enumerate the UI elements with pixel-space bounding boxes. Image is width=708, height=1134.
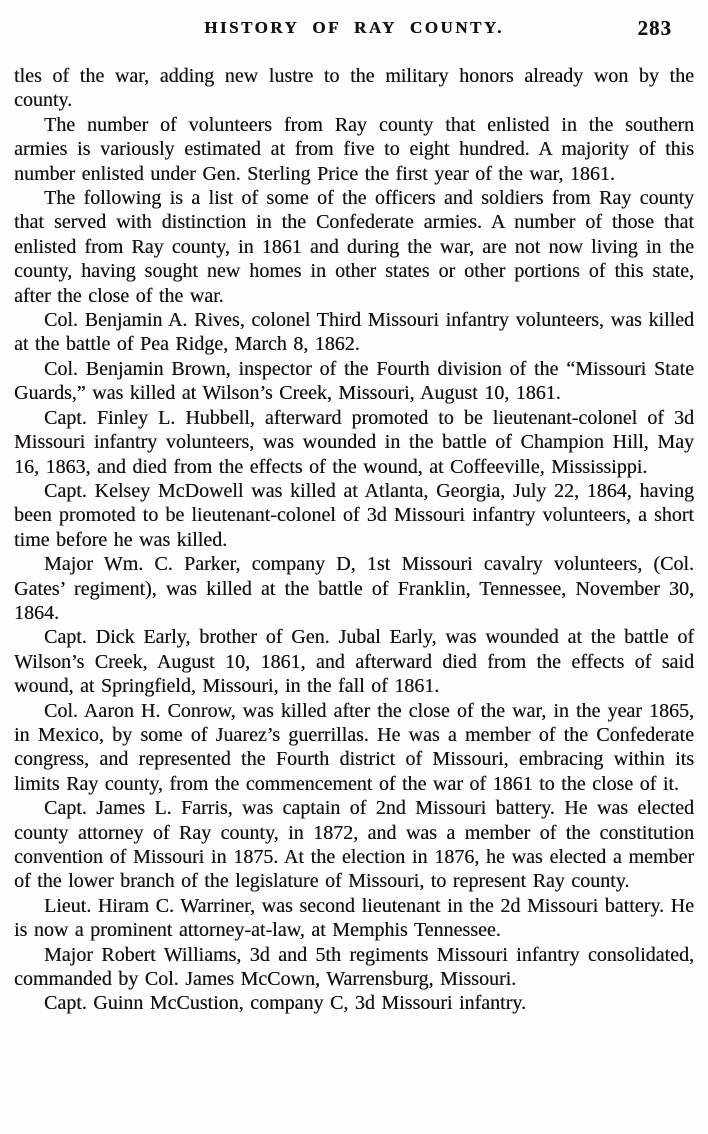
page-number: 283: [637, 16, 672, 40]
paragraph-capt-farris: Capt. James L. Farris, was captain of 2nd Missouri battery. He was elected county attorney of Ray county, in 1872, and was a member of the constitution convention of Missouri in 1875. At the election in 1876, he was elected a member of the lower branch of the legislature of Missouri, to represent Ray county.: [14, 797, 694, 893]
page-header: [14, 16, 694, 40]
paragraph-major-parker: Major Wm. C. Parker, company D, 1st Missouri cavalry volunteers, (Col. Gates’ regiment), was killed at the battle of Franklin, Tennessee, November 30, 1864.: [14, 553, 694, 624]
paragraph-capt-mcdowell: Capt. Kelsey McDowell was killed at Atlanta, Georgia, July 22, 1864, having been promoted to be lieutenant-colonel of 3d Missouri infantry volunteers, a short time before he was killed.: [14, 479, 694, 551]
paragraph-major-williams: Major Robert Williams, 3d and 5th regiments Missouri infantry consolidated, commanded by Col. James McCown, Warrensburg, Missouri.: [14, 943, 694, 991]
paragraph-officer-list-intro: The following is a list of some of the officers and soldiers from Ray county that served with distinction in the Confederate armies. A number of those that enlisted from Ray county, in 1861 and during the war, are not now living in the county, having sought new homes in other states or other portions of this state, after the close of the war.: [14, 187, 694, 307]
paragraph-volunteer-count: The number of volunteers from Ray county that enlisted in the southern armies is variously estimated at from five to eight hundred. A majority of this number enlisted under Gen. Sterling Price the first year of the war, 1861.: [14, 113, 694, 185]
paragraph-col-conrow: Col. Aaron H. Conrow, was killed after the close of the war, in the year 1865, in Mexico, by some of Juarez’s guerrillas. He was a member of the Confederate congress, and represented the Fourth district of Missouri, embracing within its limits Ray county, from the commencement of the war of 1861 to the close of it.: [14, 699, 694, 795]
paragraph-capt-hubbell: Capt. Finley L. Hubbell, afterward promoted to be lieutenant-colonel of 3d Missouri infantry volunteers, was wounded in the battle of Champion Hill, May 16, 1863, and died from the effects of the wound, at Coffeeville, Mississippi.: [14, 406, 694, 478]
paragraph-capt-mccustion: Capt. Guinn McCustion, company C, 3d Missouri infantry.: [44, 992, 526, 1015]
paragraph-col-brown: Col. Benjamin Brown, inspector of the Fourth division of the “Missouri State Guards,” was killed at Wilson’s Creek, Missouri, August 10, 1861.: [14, 357, 694, 405]
page-body: [14, 64, 694, 1016]
running-title: HISTORY OF RAY COUNTY.: [204, 18, 504, 37]
paragraph-lieut-warriner: Lieut. Hiram C. Warriner, was second lieutenant in the 2d Missouri battery. He is now a prominent attorney-at-law, at Memphis Tennessee.: [14, 894, 694, 942]
paragraph-capt-early: Capt. Dick Early, brother of Gen. Jubal Early, was wounded at the battle of Wilson’s Creek, August 10, 1861, and afterward died from the effects of said wound, at Springfield, Missouri, in the fall of 1861.: [14, 626, 694, 698]
paragraph-col-rives: Col. Benjamin A. Rives, colonel Third Missouri infantry volunteers, was killed at the battle of Pea Ridge, March 8, 1862.: [14, 309, 694, 356]
paragraph-war-honors: tles of the war, adding new lustre to the military honors already won by the county.: [14, 65, 694, 112]
